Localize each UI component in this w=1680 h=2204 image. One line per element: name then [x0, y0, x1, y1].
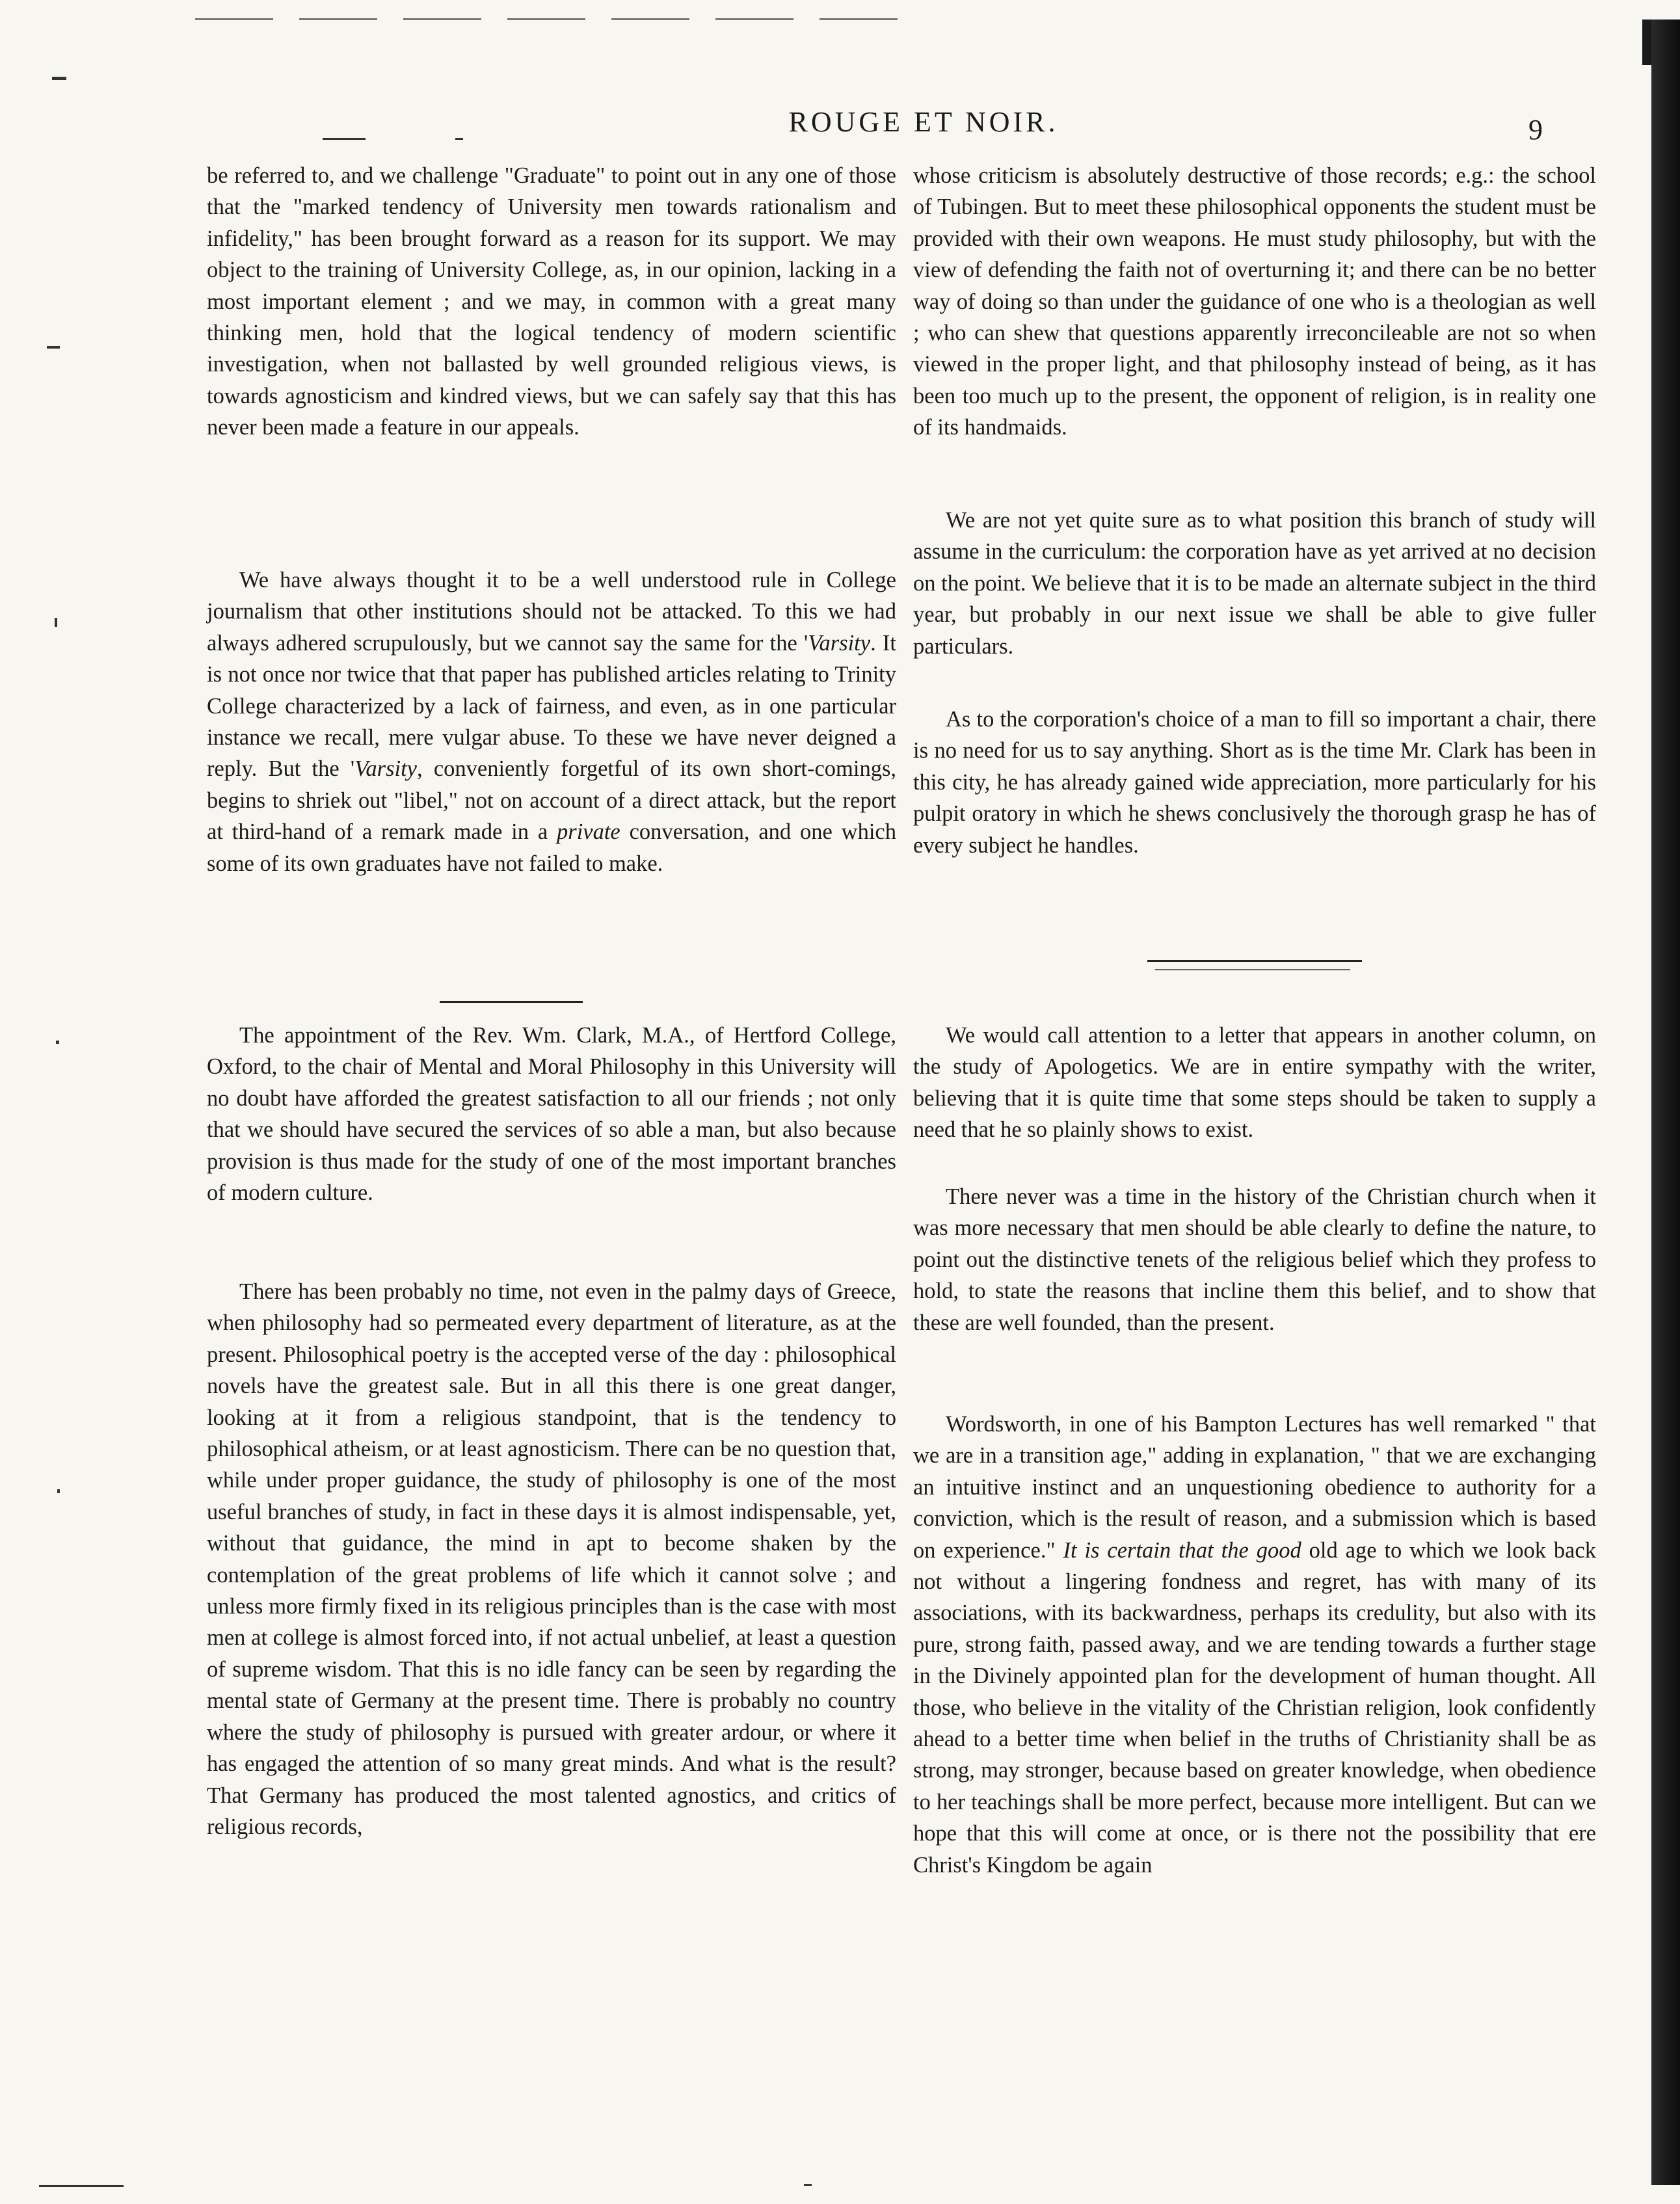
paragraph: whose criticism is absolutely destructive of those records; e.g.: the school of Tubingen. But to meet these philosophical opponents the student must be provided with their own weapons. He must study philosophy, but with the view of defending the faith not of overturning it; and there can be no better way of doing so than under the guidance of one who is a theologian as well ; who can shew that questions apparently irreconcileable are not so when viewed in the proper light, and that philosophy instead of being, as it has been too much up to the present, the opponent of religion, is in reality one of its handmaids. — [913, 163, 1596, 440]
article-block — [913, 1020, 1596, 1146]
scan-mark — [804, 2184, 812, 2186]
text-run: conversation, and one which some of its own graduates have not failed to make. — [207, 819, 896, 876]
scan-mark — [56, 1041, 59, 1044]
text-run-italic: Varsity — [354, 756, 417, 782]
text-run: , conveniently forgetful of its own short-comings, begins to shriek out "libel," not on account of a direct attack, but the report at third-hand of a remark made in a — [207, 756, 897, 845]
text-run: We have always thought it to be a well understood rule in College journalism that other institutions should not be attacked. To this we had always adhered scrupulously, but we cannot say the same for the ' — [207, 568, 896, 656]
header-dash — [455, 138, 463, 140]
paragraph — [913, 1409, 1596, 1881]
article-block — [913, 1409, 1596, 1881]
section-divider — [440, 1001, 583, 1003]
paragraph: There never was a time in the history of the Christian church when it was more necessary that men should be able clearly to define the nature, to point out the distinctive tenets of the religious belief which they profess to hold, to state the reasons that incline them this belief, and to show that these are well founded, than the present. — [913, 1184, 1596, 1335]
scan-mark — [57, 1489, 60, 1493]
scan-binding-tab — [1642, 20, 1651, 65]
article-block — [207, 564, 896, 879]
scan-mark — [39, 2185, 124, 2187]
paragraph — [207, 564, 896, 879]
article-block — [913, 1181, 1596, 1338]
article-block — [913, 704, 1596, 861]
running-title: ROUGE ET NOIR. — [788, 106, 1059, 138]
text-run-italic: private — [557, 819, 620, 845]
top-scan-rule — [195, 18, 898, 20]
header-dash — [323, 138, 366, 140]
paragraph: We would call attention to a letter that appears in another column, on the study of Apologetics. We are in entire sympathy with the writer, believing that it is quite time that some steps should be taken to supply a need that he so plainly shows to exist. — [913, 1023, 1596, 1143]
text-run-italic: It is certain that the good — [1063, 1537, 1301, 1563]
text-run: . It is not once nor twice that that paper has published articles relating to Trinity College characterized by a lack of fairness, and even, as in one particular instance we recall, mere vulgar abuse. To these we have never deigned a reply. But the ' — [207, 630, 897, 782]
scan-mark — [55, 618, 57, 627]
section-divider — [1147, 960, 1362, 962]
paragraph: There has been probably no time, not even in the palmy days of Greece, when philosophy had so permeated every department of literature, as at the present. Philosophical poetry is the accepted verse of the day : philosophical novels have the greatest sale. But in all this there is one great danger, looking at it from a religious standpoint, that is the tendency to philosophical atheism, or at least agnosticism. There can be no question that, while under proper guidance, the study of philosophy is one of the most useful branches of study, in fact in these days it is almost indispensable, yet, without that guidance, the mind in apt to become shaken by the contemplation of the great problems of life which it cannot solve ; and unless more firmly fixed in its religious principles than is the case with most men at college is almost forced into, if not actual unbelief, at least a question of supreme wisdom. That this is no idle fancy can be seen by regarding the mental state of Germany at the present time. There is probably no country where the study of philosophy is pursued with greater ardour, or where it has engaged the attention of so many great minds. And what is the result? That Germany has produced the most talented agnostics, and critics of religious records, — [207, 1279, 896, 1839]
article-block — [207, 1020, 896, 1208]
article-block — [207, 1276, 896, 1842]
scan-binding-edge — [1651, 20, 1680, 2185]
page-number: 9 — [1528, 114, 1543, 146]
paragraph: be referred to, and we challenge "Graduate" to point out in any one of those that the "marked tendency of University men towards rationalism and infidelity," has been brought forward as a reason for its support. We may object to the training of University College, as, in our opinion, lacking in a most important element ; and we may, in common with a great many thinking men, hold that the logical tendency of modern scientific investigation, when not ballasted by well grounded religious views, is towards agnosticism and kindred views, but we can safely say that this has never been made a feature in our appeals. — [207, 163, 896, 440]
paragraph: We are not yet quite sure as to what position this branch of study will assume in the curriculum: the corporation have as yet arrived at no decision on the point. We believe that it is to be made an alternate subject in the third year, but probably in our next issue we shall be able to give fuller particulars. — [913, 508, 1596, 659]
text-run-italic: Varsity — [808, 630, 871, 656]
article-block — [913, 505, 1596, 662]
article-block — [913, 160, 1596, 444]
text-run: Wordsworth, in one of his Bampton Lectures has well remarked " that we are in a transition age," adding in explanation, " that we are exchanging an intuitive instinct and an unquestioning obedience to authority for a conviction, which is the result of reason, and a submission which is based on experience." — [913, 1412, 1596, 1563]
article-block — [207, 160, 896, 444]
scan-mark — [52, 77, 66, 80]
paragraph: As to the corporation's choice of a man to fill so important a chair, there is no need for us to say anything. Short as is the time Mr. Clark has been in this city, he has already gained wide appreciation, more particularly for his pulpit oratory in which he shews conclusively the thorough grasp he has of every subject he handles. — [913, 707, 1596, 858]
paragraph: The appointment of the Rev. Wm. Clark, M.A., of Hertford College, Oxford, to the chair of Mental and Moral Philosophy in this University will no doubt have afforded the greatest satisfaction to all our friends ; not only that we should have secured the services of so able a man, but also because provision is thus made for the study of one of the most important branches of modern culture. — [207, 1023, 896, 1206]
text-run: old age to which we look back not without a lingering fondness and regret, has with many of its associations, with its backwardness, perhaps its credulity, but also with its pure, strong faith, passed away, and we are tending towards a further stage in the Divinely appointed plan for the development of human thought. All those, who believe in the vitality of the Christian religion, look confidently ahead to a better time when belief in the truths of Christianity shall be as strong, may stronger, because based on greater knowledge, when obedience to her teachings shall be more perfect, because more intelligent. But can we hope that this will come at once, or is there not the possibility that ere Christ's Kingdom be again — [913, 1537, 1596, 1878]
scan-mark — [47, 346, 60, 349]
section-divider — [1155, 969, 1350, 970]
